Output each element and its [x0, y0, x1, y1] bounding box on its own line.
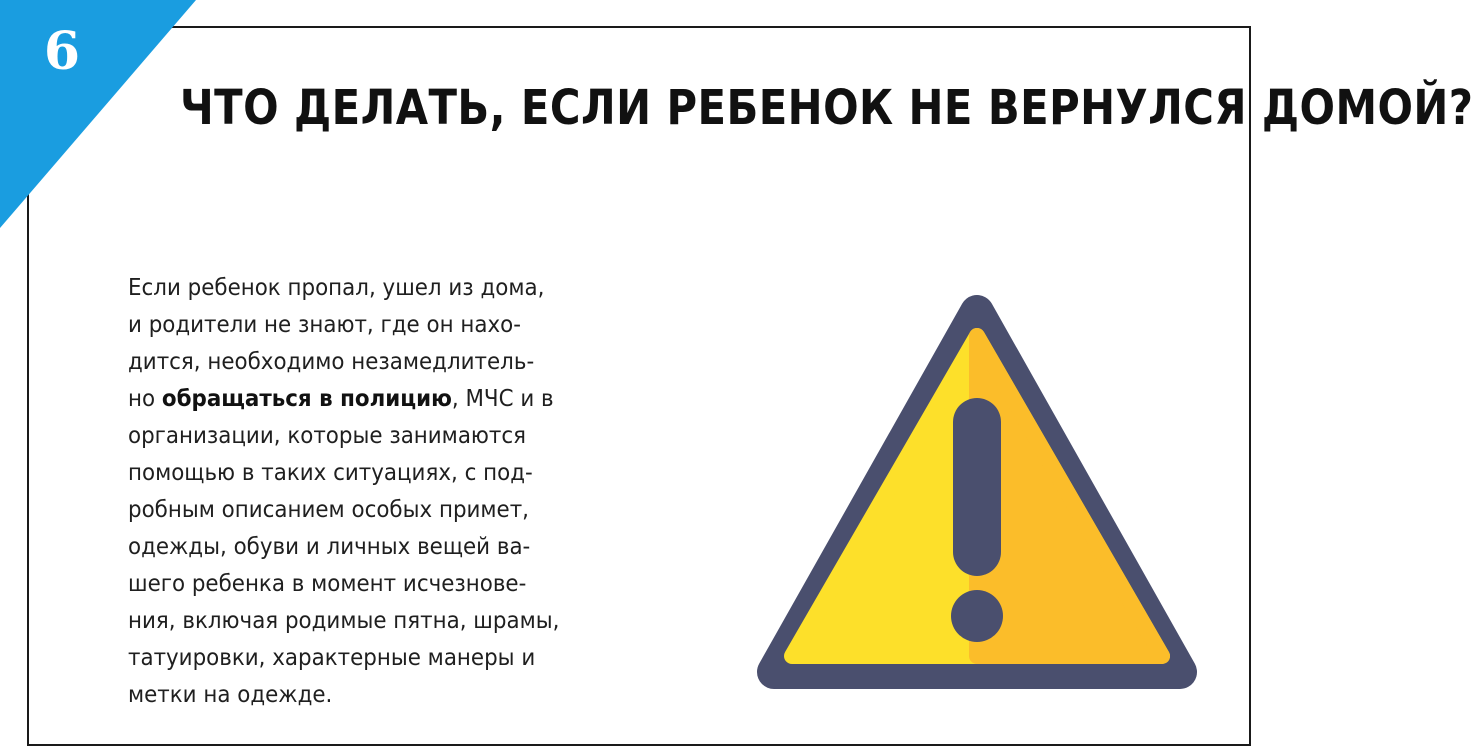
body-text-segment: но [128, 386, 162, 412]
page-title: ЧТО ДЕЛАТЬ, ЕСЛИ РЕБЕНОК НЕ ВЕРНУЛСЯ ДОМОЙ? [180, 80, 1473, 136]
body-paragraph [128, 270, 648, 714]
body-line: шего ребенка в момент исчезнове- [128, 571, 527, 597]
body-line [128, 381, 612, 418]
slide-number: 6 [43, 21, 81, 82]
warning-triangle-icon [762, 294, 1192, 694]
body-line: татуировки, характерные манеры и [128, 645, 536, 671]
body-line: робным описанием особых примет, [128, 497, 529, 523]
body-line: одежды, обуви и личных вещей ва- [128, 534, 531, 560]
body-line: Если ребенок пропал, ушел из дома, [128, 275, 545, 301]
body-line: дится, необходимо незамедлитель- [128, 349, 535, 375]
body-line: помощью в таких ситуациях, с под- [128, 460, 533, 486]
body-text-segment: , МЧС и в [451, 386, 554, 412]
emphasis-police: обращаться в полицию [161, 386, 452, 412]
body-line: и родители не знают, где он нахо- [128, 312, 521, 338]
body-line: ния, включая родимые пятна, шрамы, [128, 608, 560, 634]
body-line: организации, которые занимаются [128, 423, 527, 449]
body-line: метки на одежде. [128, 682, 333, 708]
slide-number-corner [0, 0, 200, 230]
